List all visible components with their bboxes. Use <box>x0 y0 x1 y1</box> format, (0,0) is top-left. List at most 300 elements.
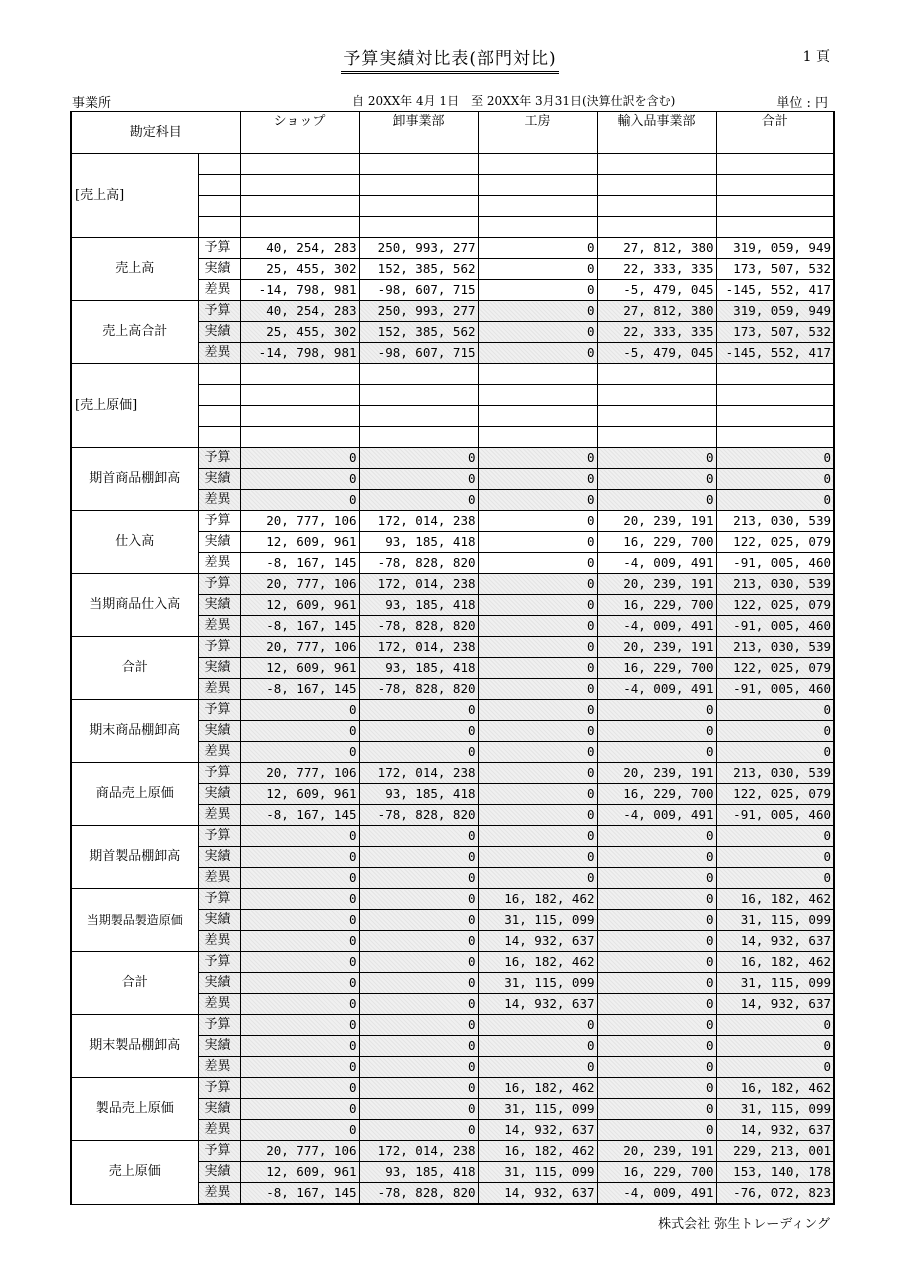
value-cell: 0 <box>478 511 597 532</box>
table-row <box>71 700 834 721</box>
table-row <box>71 511 834 532</box>
value-cell: 16, 229, 700 <box>597 595 716 616</box>
row-type-label: 予算 <box>198 511 240 532</box>
value-cell: 0 <box>597 931 716 952</box>
value-cell: 0 <box>597 490 716 511</box>
account-name: 期末製品棚卸高 <box>71 1015 198 1078</box>
value-cell: 0 <box>240 1120 359 1141</box>
value-cell: 0 <box>597 889 716 910</box>
value-cell: 16, 229, 700 <box>597 784 716 805</box>
value-cell: 0 <box>478 679 597 700</box>
blank-cell <box>359 217 478 238</box>
blank-cell <box>597 385 716 406</box>
section-row <box>71 154 834 175</box>
report-title: 予算実績対比表(部門対比) <box>0 44 900 74</box>
account-name: 合計 <box>71 952 198 1015</box>
value-cell: 0 <box>478 658 597 679</box>
row-type-label: 実績 <box>198 532 240 553</box>
row-type-label: 差異 <box>198 805 240 826</box>
value-cell: -78, 828, 820 <box>359 1183 478 1205</box>
row-type-label: 実績 <box>198 322 240 343</box>
value-cell: 16, 182, 462 <box>716 889 834 910</box>
value-cell: 319, 059, 949 <box>716 301 834 322</box>
row-type-label: 差異 <box>198 1120 240 1141</box>
value-cell: 0 <box>478 616 597 637</box>
blank-cell <box>198 406 240 427</box>
blank-cell <box>240 364 359 385</box>
row-type-label: 実績 <box>198 784 240 805</box>
value-cell: 0 <box>478 1036 597 1057</box>
row-type-label: 予算 <box>198 826 240 847</box>
row-type-label: 予算 <box>198 1015 240 1036</box>
row-type-label: 予算 <box>198 238 240 259</box>
blank-cell <box>240 175 359 196</box>
value-cell: 20, 239, 191 <box>597 511 716 532</box>
section-heading: [売上高] <box>71 154 198 238</box>
blank-cell <box>240 427 359 448</box>
value-cell: 0 <box>716 1015 834 1036</box>
row-type-label: 予算 <box>198 952 240 973</box>
blank-cell <box>240 196 359 217</box>
value-cell: 0 <box>359 1015 478 1036</box>
value-cell: 0 <box>478 280 597 301</box>
blank-cell <box>597 364 716 385</box>
row-type-label: 予算 <box>198 637 240 658</box>
value-cell: 0 <box>478 469 597 490</box>
value-cell: -78, 828, 820 <box>359 805 478 826</box>
value-cell: 93, 185, 418 <box>359 595 478 616</box>
blank-cell <box>597 154 716 175</box>
value-cell: 0 <box>716 1057 834 1078</box>
value-cell: 0 <box>478 595 597 616</box>
value-cell: -4, 009, 491 <box>597 616 716 637</box>
blank-cell <box>478 406 597 427</box>
value-cell: -98, 607, 715 <box>359 280 478 301</box>
value-cell: -5, 479, 045 <box>597 343 716 364</box>
column-header-wholesale: 卸事業部 <box>359 112 478 154</box>
blank-cell <box>478 154 597 175</box>
value-cell: 0 <box>597 1120 716 1141</box>
account-name: 当期製品製造原価 <box>71 889 198 952</box>
row-type-label: 予算 <box>198 574 240 595</box>
value-cell: 31, 115, 099 <box>716 973 834 994</box>
value-cell: 0 <box>716 448 834 469</box>
value-cell: 0 <box>240 490 359 511</box>
value-cell: 0 <box>240 1078 359 1099</box>
value-cell: -4, 009, 491 <box>597 553 716 574</box>
value-cell: 31, 115, 099 <box>478 973 597 994</box>
value-cell: 0 <box>359 931 478 952</box>
blank-cell <box>359 364 478 385</box>
blank-cell <box>359 427 478 448</box>
blank-cell <box>716 217 834 238</box>
value-cell: 31, 115, 099 <box>716 1099 834 1120</box>
row-type-label: 実績 <box>198 1162 240 1183</box>
value-cell: -91, 005, 460 <box>716 553 834 574</box>
table-row <box>71 1141 834 1162</box>
account-name: 当期商品仕入高 <box>71 574 198 637</box>
value-cell: 122, 025, 079 <box>716 658 834 679</box>
row-type-label: 実績 <box>198 973 240 994</box>
blank-cell <box>597 406 716 427</box>
value-cell: 0 <box>478 826 597 847</box>
value-cell: 25, 455, 302 <box>240 322 359 343</box>
value-cell: 14, 932, 637 <box>716 931 834 952</box>
value-cell: 20, 777, 106 <box>240 637 359 658</box>
row-type-label: 差異 <box>198 931 240 952</box>
account-name: 製品売上原価 <box>71 1078 198 1141</box>
value-cell: 0 <box>240 469 359 490</box>
value-cell: 122, 025, 079 <box>716 595 834 616</box>
value-cell: 0 <box>478 700 597 721</box>
blank-cell <box>198 385 240 406</box>
account-name: 売上高合計 <box>71 301 198 364</box>
blank-cell <box>198 217 240 238</box>
blank-cell <box>716 427 834 448</box>
value-cell: 0 <box>597 700 716 721</box>
value-cell: 16, 229, 700 <box>597 1162 716 1183</box>
value-cell: 0 <box>716 1036 834 1057</box>
account-name: 売上高 <box>71 238 198 301</box>
account-name: 合計 <box>71 637 198 700</box>
table-row <box>71 1078 834 1099</box>
blank-cell <box>478 427 597 448</box>
blank-cell <box>716 385 834 406</box>
value-cell: 0 <box>597 868 716 889</box>
row-type-label: 予算 <box>198 700 240 721</box>
value-cell: 25, 455, 302 <box>240 259 359 280</box>
value-cell: 172, 014, 238 <box>359 1141 478 1162</box>
row-type-label: 差異 <box>198 343 240 364</box>
blank-cell <box>597 217 716 238</box>
value-cell: 0 <box>716 469 834 490</box>
row-type-label: 実績 <box>198 469 240 490</box>
row-type-label: 実績 <box>198 1099 240 1120</box>
blank-cell <box>597 427 716 448</box>
blank-cell <box>478 175 597 196</box>
value-cell: 20, 777, 106 <box>240 763 359 784</box>
value-cell: 0 <box>597 826 716 847</box>
page-number: 1 頁 <box>802 49 830 65</box>
value-cell: 0 <box>597 1036 716 1057</box>
blank-cell <box>478 385 597 406</box>
value-cell: 20, 777, 106 <box>240 574 359 595</box>
value-cell: 0 <box>359 1099 478 1120</box>
value-cell: 0 <box>359 448 478 469</box>
row-type-label: 予算 <box>198 1141 240 1162</box>
value-cell: 22, 333, 335 <box>597 322 716 343</box>
value-cell: 0 <box>359 490 478 511</box>
value-cell: 229, 213, 001 <box>716 1141 834 1162</box>
value-cell: 0 <box>597 1057 716 1078</box>
value-cell: 250, 993, 277 <box>359 301 478 322</box>
account-name: 期首商品棚卸高 <box>71 448 198 511</box>
value-cell: -78, 828, 820 <box>359 553 478 574</box>
value-cell: 152, 385, 562 <box>359 322 478 343</box>
row-type-label: 差異 <box>198 616 240 637</box>
value-cell: 0 <box>478 721 597 742</box>
value-cell: 250, 993, 277 <box>359 238 478 259</box>
value-cell: 0 <box>478 847 597 868</box>
section-heading: [売上原価] <box>71 364 198 448</box>
value-cell: 0 <box>478 637 597 658</box>
value-cell: 93, 185, 418 <box>359 1162 478 1183</box>
value-cell: 0 <box>716 868 834 889</box>
value-cell: 0 <box>359 1078 478 1099</box>
value-cell: -4, 009, 491 <box>597 1183 716 1205</box>
value-cell: 14, 932, 637 <box>478 931 597 952</box>
row-type-label: 差異 <box>198 490 240 511</box>
value-cell: -8, 167, 145 <box>240 553 359 574</box>
value-cell: 16, 182, 462 <box>478 952 597 973</box>
value-cell: 0 <box>240 1036 359 1057</box>
value-cell: 0 <box>478 532 597 553</box>
value-cell: 0 <box>240 952 359 973</box>
value-cell: 0 <box>597 469 716 490</box>
value-cell: 0 <box>597 910 716 931</box>
budget-actual-table <box>70 111 835 1205</box>
value-cell: 172, 014, 238 <box>359 763 478 784</box>
blank-cell <box>198 427 240 448</box>
value-cell: 0 <box>359 847 478 868</box>
value-cell: 213, 030, 539 <box>716 511 834 532</box>
value-cell: -5, 479, 045 <box>597 280 716 301</box>
value-cell: 16, 182, 462 <box>478 1141 597 1162</box>
value-cell: 0 <box>478 301 597 322</box>
value-cell: 0 <box>359 1036 478 1057</box>
value-cell: 172, 014, 238 <box>359 637 478 658</box>
value-cell: 0 <box>478 553 597 574</box>
row-type-label: 差異 <box>198 742 240 763</box>
blank-cell <box>240 385 359 406</box>
value-cell: 0 <box>716 721 834 742</box>
blank-cell <box>198 154 240 175</box>
company-name: 株式会社 弥生トレーディング <box>658 1217 830 1232</box>
column-header-import: 輸入品事業部 <box>597 112 716 154</box>
value-cell: 172, 014, 238 <box>359 574 478 595</box>
account-name: 売上原価 <box>71 1141 198 1205</box>
value-cell: 0 <box>478 742 597 763</box>
value-cell: 0 <box>478 259 597 280</box>
value-cell: -91, 005, 460 <box>716 679 834 700</box>
table-row <box>71 301 834 322</box>
value-cell: 172, 014, 238 <box>359 511 478 532</box>
value-cell: -145, 552, 417 <box>716 343 834 364</box>
value-cell: 27, 812, 380 <box>597 301 716 322</box>
row-type-label: 実績 <box>198 595 240 616</box>
row-type-label: 予算 <box>198 448 240 469</box>
value-cell: 0 <box>478 448 597 469</box>
value-cell: 0 <box>359 700 478 721</box>
value-cell: 31, 115, 099 <box>716 910 834 931</box>
value-cell: 12, 609, 961 <box>240 658 359 679</box>
row-type-label: 予算 <box>198 763 240 784</box>
value-cell: 0 <box>597 721 716 742</box>
value-cell: 0 <box>240 700 359 721</box>
value-cell: 31, 115, 099 <box>478 1099 597 1120</box>
value-cell: 0 <box>478 784 597 805</box>
value-cell: 12, 609, 961 <box>240 1162 359 1183</box>
value-cell: 0 <box>359 1057 478 1078</box>
period-range: 自 20XX年 4月 1日 至 20XX年 3月31日(決算仕訳を含む) <box>352 94 676 108</box>
account-name: 商品売上原価 <box>71 763 198 826</box>
value-cell: 0 <box>240 931 359 952</box>
value-cell: -8, 167, 145 <box>240 679 359 700</box>
row-type-label: 実績 <box>198 259 240 280</box>
value-cell: 0 <box>478 343 597 364</box>
row-type-label: 差異 <box>198 994 240 1015</box>
account-name: 仕入高 <box>71 511 198 574</box>
value-cell: -14, 798, 981 <box>240 343 359 364</box>
blank-cell <box>240 217 359 238</box>
value-cell: 0 <box>240 889 359 910</box>
value-cell: 20, 239, 191 <box>597 637 716 658</box>
row-type-label: 予算 <box>198 1078 240 1099</box>
row-type-label: 差異 <box>198 280 240 301</box>
value-cell: 0 <box>359 994 478 1015</box>
value-cell: 0 <box>597 448 716 469</box>
blank-cell <box>198 175 240 196</box>
value-cell: 20, 239, 191 <box>597 574 716 595</box>
table-row <box>71 952 834 973</box>
value-cell: -14, 798, 981 <box>240 280 359 301</box>
value-cell: 0 <box>240 1015 359 1036</box>
table-row <box>71 1015 834 1036</box>
value-cell: 14, 932, 637 <box>716 1120 834 1141</box>
value-cell: 0 <box>716 700 834 721</box>
column-header-account: 勘定科目 <box>71 112 240 154</box>
blank-cell <box>716 196 834 217</box>
value-cell: 0 <box>478 1015 597 1036</box>
value-cell: 0 <box>359 469 478 490</box>
blank-cell <box>240 406 359 427</box>
row-type-label: 実績 <box>198 721 240 742</box>
account-name: 期首製品棚卸高 <box>71 826 198 889</box>
value-cell: 12, 609, 961 <box>240 784 359 805</box>
value-cell: -8, 167, 145 <box>240 616 359 637</box>
value-cell: 122, 025, 079 <box>716 532 834 553</box>
value-cell: 0 <box>478 1057 597 1078</box>
value-cell: 16, 182, 462 <box>716 1078 834 1099</box>
value-cell: 0 <box>240 448 359 469</box>
value-cell: 0 <box>240 742 359 763</box>
value-cell: 0 <box>359 742 478 763</box>
blank-cell <box>359 175 478 196</box>
value-cell: 319, 059, 949 <box>716 238 834 259</box>
value-cell: 16, 182, 462 <box>716 952 834 973</box>
value-cell: 0 <box>240 1099 359 1120</box>
blank-cell <box>597 175 716 196</box>
value-cell: 22, 333, 335 <box>597 259 716 280</box>
value-cell: -8, 167, 145 <box>240 805 359 826</box>
row-type-label: 差異 <box>198 1183 240 1205</box>
value-cell: 0 <box>478 868 597 889</box>
value-cell: 0 <box>240 847 359 868</box>
value-cell: 20, 777, 106 <box>240 1141 359 1162</box>
value-cell: 0 <box>597 952 716 973</box>
value-cell: 16, 229, 700 <box>597 532 716 553</box>
value-cell: 0 <box>240 826 359 847</box>
row-type-label: 差異 <box>198 868 240 889</box>
value-cell: -78, 828, 820 <box>359 679 478 700</box>
blank-cell <box>716 154 834 175</box>
value-cell: 93, 185, 418 <box>359 532 478 553</box>
value-cell: 0 <box>478 238 597 259</box>
section-row <box>71 364 834 385</box>
value-cell: 0 <box>240 1057 359 1078</box>
blank-cell <box>240 154 359 175</box>
value-cell: 0 <box>716 826 834 847</box>
row-type-label: 実績 <box>198 847 240 868</box>
value-cell: 40, 254, 283 <box>240 301 359 322</box>
row-type-label: 予算 <box>198 889 240 910</box>
office-label: 事業所 <box>72 96 112 111</box>
value-cell: 93, 185, 418 <box>359 784 478 805</box>
value-cell: -76, 072, 823 <box>716 1183 834 1205</box>
table-row <box>71 889 834 910</box>
value-cell: -8, 167, 145 <box>240 1183 359 1205</box>
value-cell: -98, 607, 715 <box>359 343 478 364</box>
column-header-total: 合計 <box>716 112 834 154</box>
value-cell: 0 <box>359 1120 478 1141</box>
blank-cell <box>359 385 478 406</box>
value-cell: 0 <box>597 742 716 763</box>
value-cell: 16, 182, 462 <box>478 1078 597 1099</box>
value-cell: -78, 828, 820 <box>359 616 478 637</box>
value-cell: -91, 005, 460 <box>716 616 834 637</box>
value-cell: 14, 932, 637 <box>478 1183 597 1205</box>
value-cell: 14, 932, 637 <box>716 994 834 1015</box>
blank-cell <box>716 175 834 196</box>
value-cell: 27, 812, 380 <box>597 238 716 259</box>
value-cell: 12, 609, 961 <box>240 595 359 616</box>
value-cell: 12, 609, 961 <box>240 532 359 553</box>
blank-cell <box>198 364 240 385</box>
row-type-label: 実績 <box>198 658 240 679</box>
blank-cell <box>597 196 716 217</box>
header-row <box>71 112 834 154</box>
value-cell: 0 <box>240 994 359 1015</box>
value-cell: 20, 777, 106 <box>240 511 359 532</box>
value-cell: 0 <box>478 574 597 595</box>
value-cell: 152, 385, 562 <box>359 259 478 280</box>
value-cell: -145, 552, 417 <box>716 280 834 301</box>
value-cell: -91, 005, 460 <box>716 805 834 826</box>
column-header-workshop: 工房 <box>478 112 597 154</box>
value-cell: 0 <box>240 868 359 889</box>
value-cell: 31, 115, 099 <box>478 910 597 931</box>
value-cell: 31, 115, 099 <box>478 1162 597 1183</box>
value-cell: 213, 030, 539 <box>716 637 834 658</box>
value-cell: 0 <box>359 973 478 994</box>
value-cell: 0 <box>478 322 597 343</box>
table-row <box>71 637 834 658</box>
blank-cell <box>478 196 597 217</box>
value-cell: 0 <box>240 910 359 931</box>
table-row <box>71 448 834 469</box>
row-type-label: 実績 <box>198 1036 240 1057</box>
value-cell: 0 <box>597 1015 716 1036</box>
value-cell: 0 <box>240 973 359 994</box>
value-cell: 0 <box>597 1078 716 1099</box>
blank-cell <box>478 217 597 238</box>
value-cell: 173, 507, 532 <box>716 259 834 280</box>
value-cell: 0 <box>597 1099 716 1120</box>
blank-cell <box>359 196 478 217</box>
value-cell: 14, 932, 637 <box>478 1120 597 1141</box>
blank-cell <box>198 196 240 217</box>
row-type-label: 実績 <box>198 910 240 931</box>
